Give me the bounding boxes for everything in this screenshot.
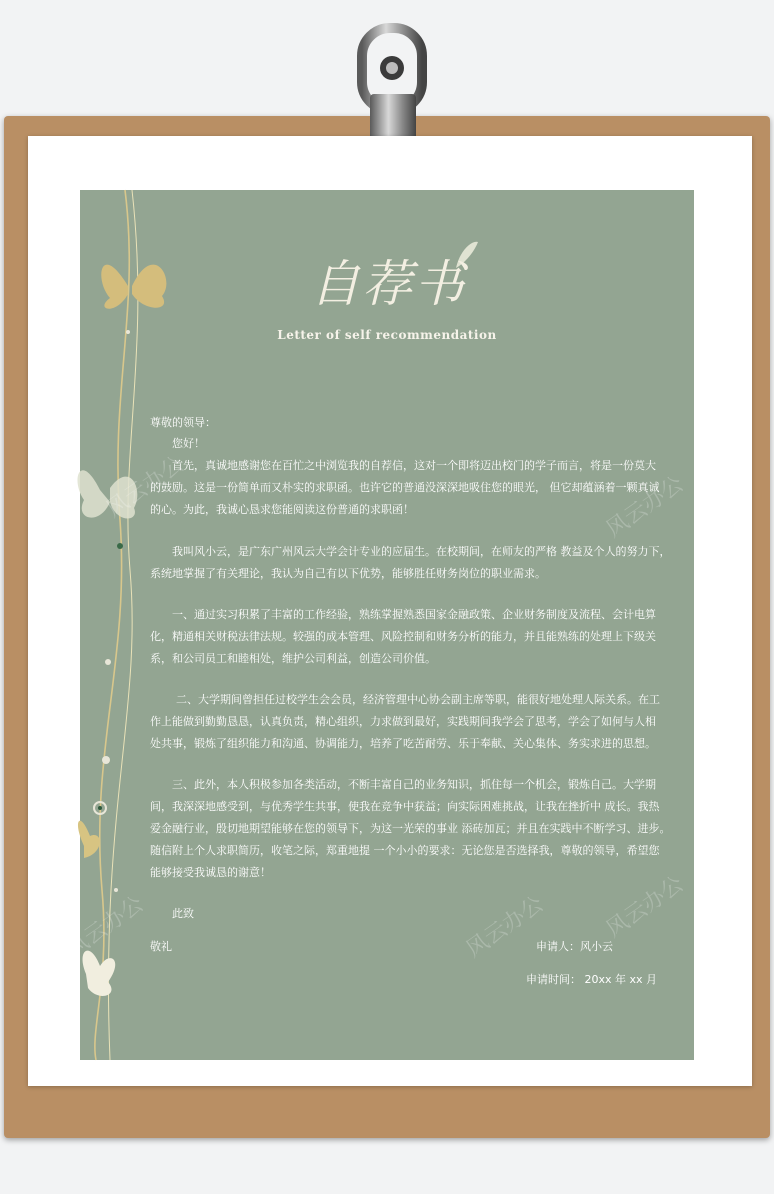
butterfly-icon <box>83 951 116 996</box>
para1-line: 的心。为此，我诚心恳求您能阅读这份普通的求职函！ <box>150 503 414 516</box>
title-chinese: 自荐书 <box>310 255 466 313</box>
para3-line: 一、通过实习积累了丰富的工作经验，熟练掌握熟悉国家金融政策、企业财务制度及流程、会计电算 <box>172 608 656 621</box>
apply-date: 申请时间： 20xx 年 xx 月 <box>526 973 658 986</box>
salutation: 尊敬的领导： <box>150 416 216 429</box>
letter-sheet <box>61 190 694 1060</box>
para5-line: 随信附上个人求职简历，收笔之际，郑重地提 一个小小的要求：无论您是否选择我，尊敬的领导，希望您 <box>150 844 660 857</box>
para4-line: 二、大学期间曾担任过校学生会会员，经济管理中心协会副主席等职，能很好地处理人际关系。在工 <box>176 693 660 706</box>
para5-line: 能够接受我诚恳的谢意！ <box>150 866 271 879</box>
watermark: 风云办公 <box>461 891 549 963</box>
closing-salute: 敬礼 <box>150 940 172 953</box>
para5-line: 三、此外，本人积极参加各类活动，不断丰富自己的业务知识，抓住每一个机会，锻炼自己。大学期 <box>172 778 656 791</box>
watermark: 风云办公 <box>601 871 689 943</box>
butterfly-icon <box>101 265 166 309</box>
para4-line: 处共事，锻炼了组织能力和沟通、协调能力，培养了吃苦耐劳、乐于奉献、关心集体、务实求进的思想。 <box>150 737 656 750</box>
para3-line: 化，精通相关财税法律法规。较强的成本管理、风险控制和财务分析的能力，并且能熟练的处理上下级关 <box>150 630 656 643</box>
watermark: 风云办公 <box>61 891 149 963</box>
vine-decoration <box>80 190 694 1060</box>
watermark: 风云办公 <box>101 451 189 523</box>
applicant-name: 申请人：风小云 <box>536 940 613 953</box>
para4-line: 作上能做到勤勤恳恳，认真负责，精心组织，力求做到最好，实践期间我学会了思考，学会了如何与人相 <box>150 715 656 728</box>
title-english: Letter of self recommendation <box>277 328 497 342</box>
para5-line: 间，我深深地感受到，与优秀学生共事，使我在竞争中获益；向实际困难挑战，让我在挫折中 成长。我热 <box>150 800 660 813</box>
closing-respects: 此致 <box>172 907 194 920</box>
para3-line: 系，和公司员工和睦相处，维护公司利益，创造公司价值。 <box>150 652 436 665</box>
para1-line: 的鼓励。这是一份简单而又朴实的求职函。也许它的普通没深深地吸住您的眼光， 但它却蕴涵着一颗真诚 <box>150 481 660 494</box>
greeting: 您好！ <box>172 437 205 450</box>
butterfly-icon <box>78 821 100 858</box>
para2-line: 系统地掌握了有关理论，我认为自己有以下优势，能够胜任财务岗位的职业需求。 <box>150 567 546 580</box>
watermark: 风云办公 <box>601 471 689 543</box>
para5-line: 爱金融行业，殷切地期望能够在您的领导下，为这一光荣的事业 添砖加瓦；并且在实践中不断学习、进步。 <box>150 822 671 835</box>
para2-line: 我叫风小云，是广东广州风云大学会计专业的应届生。在校期间，在师友的严格 教益及个人的努力下， <box>172 545 671 558</box>
para1-line: 首先，真诚地感谢您在百忙之中浏览我的自荐信，这对一个即将迈出校门的学子而言，将是一份莫大 <box>172 459 656 472</box>
